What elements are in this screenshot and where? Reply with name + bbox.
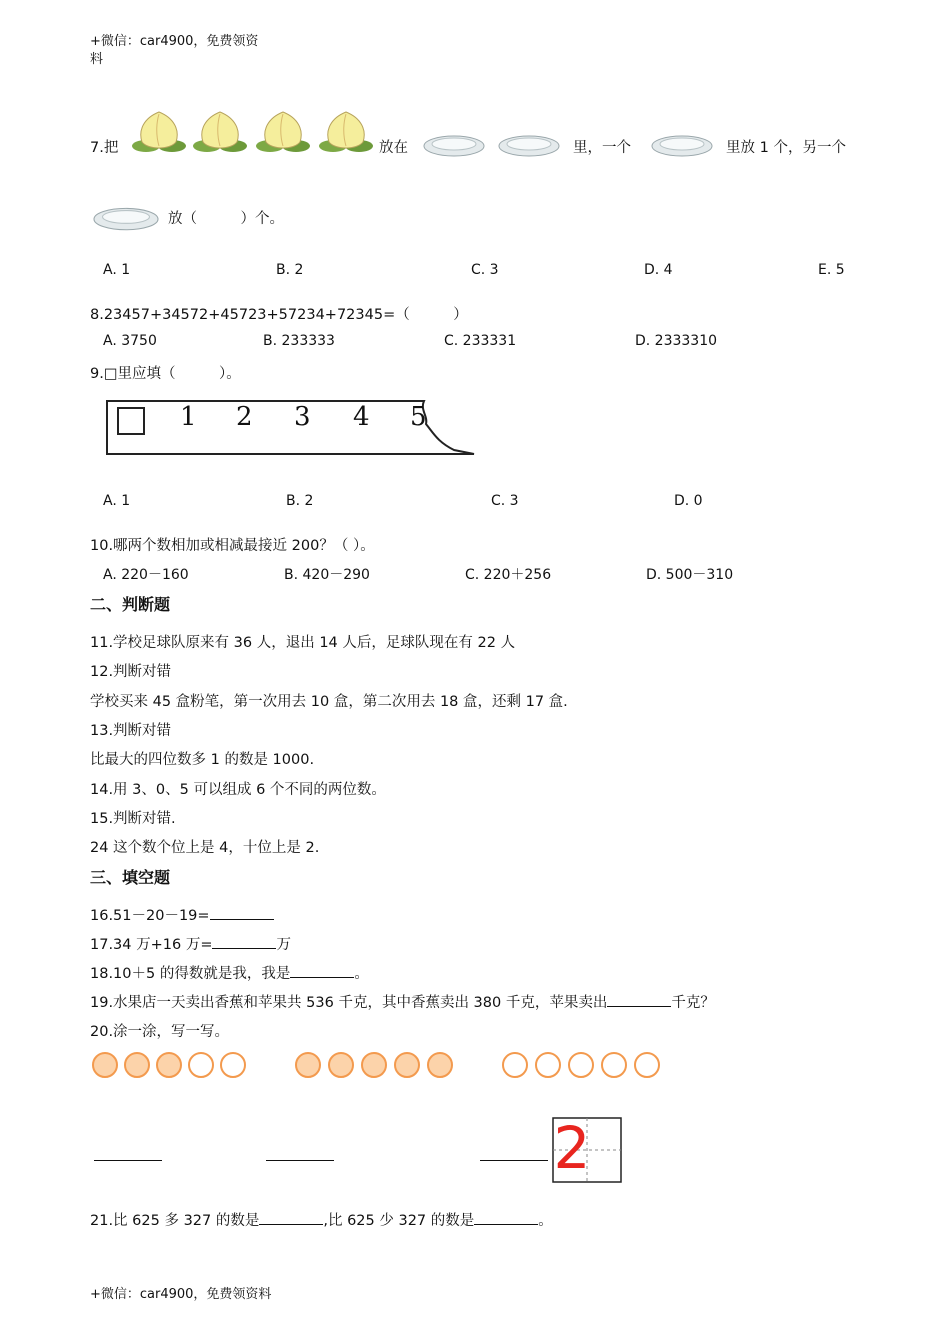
answer-blank[interactable] <box>290 965 354 978</box>
q8-option-d[interactable]: D. 2333310 <box>635 333 718 349</box>
peach-icon <box>128 108 190 156</box>
plate-icon <box>422 130 486 160</box>
answer-blank[interactable] <box>266 1160 334 1161</box>
answer-blank[interactable] <box>210 907 274 920</box>
plate-icon <box>497 130 561 160</box>
q9-option-c[interactable]: C. 3 <box>491 493 519 509</box>
answer-blank[interactable] <box>474 1212 538 1225</box>
q17: 17.34 万+16 万= 万 <box>90 937 291 953</box>
q10-option-d[interactable]: D. 500－310 <box>646 567 734 583</box>
sample-digit: 2 <box>553 1114 591 1182</box>
peach-icon <box>252 108 314 156</box>
q9-text: 9.□里应填（ ）。 <box>90 366 241 382</box>
ruler-number: 1 <box>180 402 197 432</box>
q10-option-a[interactable]: A. 220－160 <box>103 567 189 583</box>
answer-blank[interactable] <box>480 1160 548 1161</box>
section-title-judge: 二、判断题 <box>90 595 171 614</box>
judge-line: 24 这个数个位上是 4，十位上是 2. <box>90 840 320 856</box>
ruler-number: 4 <box>353 402 370 432</box>
header-watermark-line1: +微信：car4900，免费领资 <box>90 34 259 49</box>
q7-option-d[interactable]: D. 4 <box>644 262 673 278</box>
q21: 21.比 625 多 327 的数是 ,比 625 少 327 的数是 。 <box>90 1213 553 1229</box>
circle-filled <box>92 1052 118 1078</box>
plate-icon <box>648 130 716 160</box>
peach-icon <box>189 108 251 156</box>
q7-prefix: 7.把 <box>90 140 119 156</box>
ruler-number: 5 <box>410 402 427 432</box>
judge-line: 13.判断对错 <box>90 723 172 739</box>
judge-line: 15.判断对错. <box>90 811 176 827</box>
footer-watermark: +微信：car4900，免费领资料 <box>90 1287 272 1302</box>
section-title-fill: 三、填空题 <box>90 868 171 887</box>
answer-box <box>118 408 144 434</box>
circle-filled <box>295 1052 321 1078</box>
q7-line2: 放（ ）个。 <box>168 211 284 227</box>
q10-text: 10.哪两个数相加或相减最接近 200？（ ）。 <box>90 538 375 554</box>
q7-option-e[interactable]: E. 5 <box>818 262 845 278</box>
circle-empty <box>634 1052 660 1078</box>
circle-empty <box>220 1052 246 1078</box>
circle-filled <box>156 1052 182 1078</box>
plate-icon <box>90 202 162 234</box>
answer-blank[interactable] <box>259 1212 323 1225</box>
q7-text-1: 放在 <box>379 140 408 156</box>
judge-line: 14.用 3、0、5 可以组成 6 个不同的两位数。 <box>90 782 386 798</box>
judge-line: 11.学校足球队原来有 36 人，退出 14 人后，足球队现在有 22 人 <box>90 635 516 651</box>
circle-empty <box>502 1052 528 1078</box>
q9-option-d[interactable]: D. 0 <box>674 493 703 509</box>
q9-option-a[interactable]: A. 1 <box>103 493 131 509</box>
q7-option-a[interactable]: A. 1 <box>103 262 131 278</box>
q10-option-b[interactable]: B. 420－290 <box>284 567 370 583</box>
circle-empty <box>568 1052 594 1078</box>
q16: 16.51－20－19= <box>90 904 274 925</box>
q19: 19.水果店一天卖出香蕉和苹果共 536 千克，其中香蕉卖出 380 千克，苹果卖出 千克？ <box>90 995 715 1011</box>
q9-option-b[interactable]: B. 2 <box>286 493 314 509</box>
circle-empty <box>601 1052 627 1078</box>
ruler-number: 3 <box>294 402 311 432</box>
q10-option-c[interactable]: C. 220＋256 <box>465 567 552 583</box>
q8-option-a[interactable]: A. 3750 <box>103 333 157 349</box>
q7-option-c[interactable]: C. 3 <box>471 262 499 278</box>
q7-text-3: 里放 1 个，另一个 <box>726 140 846 156</box>
q20: 20.涂一涂，写一写。 <box>90 1024 230 1040</box>
peach-icon <box>315 108 377 156</box>
q18: 18.10＋5 的得数就是我，我是 。 <box>90 966 369 982</box>
circle-empty <box>188 1052 214 1078</box>
q8-option-c[interactable]: C. 233331 <box>444 333 517 349</box>
circle-filled <box>361 1052 387 1078</box>
ruler-number: 2 <box>236 402 253 432</box>
judge-line: 学校买来 45 盒粉笔，第一次用去 10 盒，第二次用去 18 盒，还剩 17 盒. <box>90 694 568 710</box>
q7-text-2: 里，一个 <box>573 140 631 156</box>
circle-empty <box>535 1052 561 1078</box>
answer-blank[interactable] <box>94 1160 162 1161</box>
circle-filled <box>427 1052 453 1078</box>
q8-text: 8.23457+34572+45723+57234+72345=（ ） <box>90 307 468 323</box>
header-watermark-line2: 料 <box>90 52 104 67</box>
answer-blank[interactable] <box>607 994 671 1007</box>
circle-filled <box>124 1052 150 1078</box>
q8-option-b[interactable]: B. 233333 <box>263 333 335 349</box>
judge-line: 12.判断对错 <box>90 664 172 680</box>
judge-line: 比最大的四位数多 1 的数是 1000. <box>90 752 315 768</box>
answer-blank[interactable] <box>212 936 276 949</box>
circle-filled <box>394 1052 420 1078</box>
circle-filled <box>328 1052 354 1078</box>
q7-option-b[interactable]: B. 2 <box>276 262 304 278</box>
